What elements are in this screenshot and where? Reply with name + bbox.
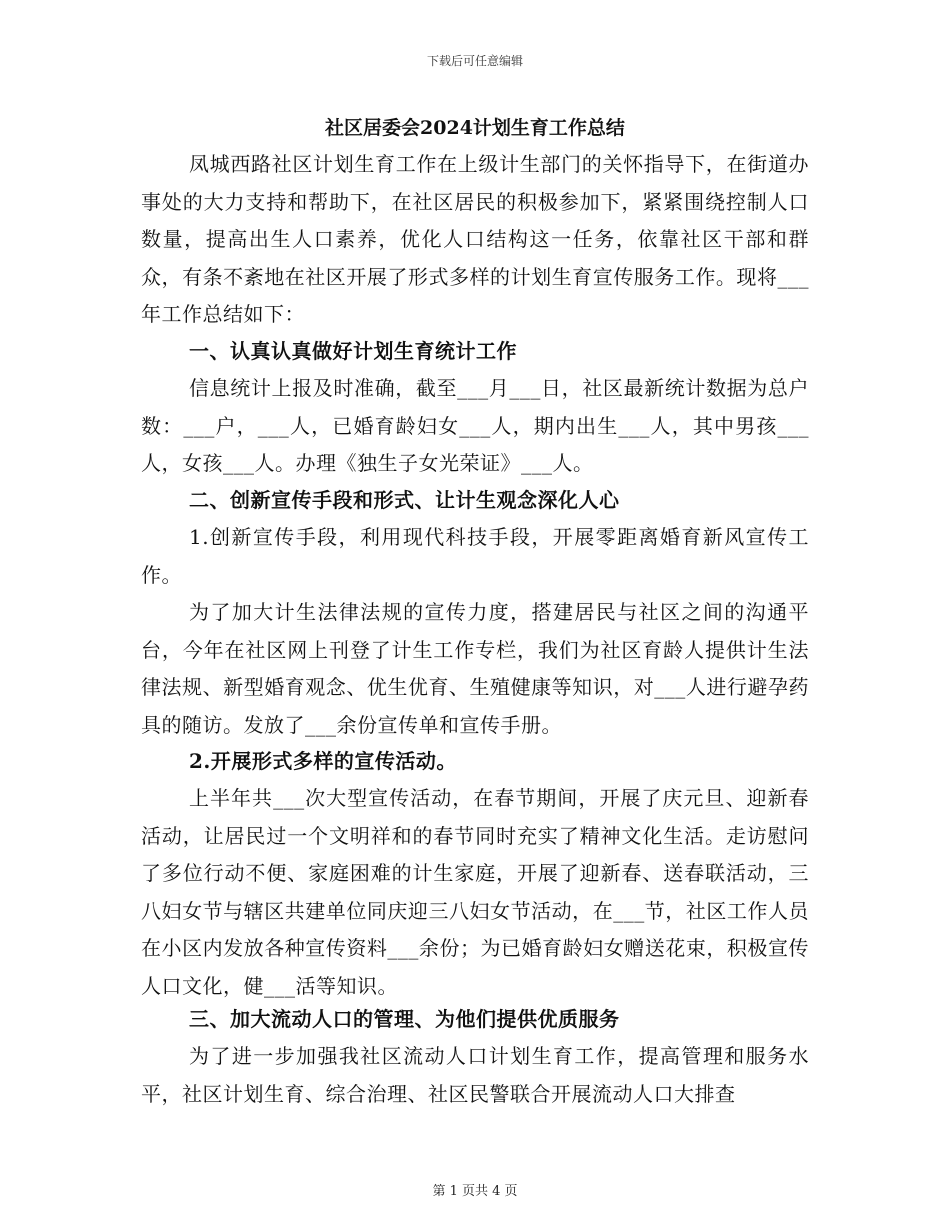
section-1-heading: 一、认真认真做好计划生育统计工作 [189,339,517,363]
section-2-subheading: 2.开展形式多样的宣传活动。 [189,749,457,773]
document-title: 社区居委会2024计划生育工作总结 [325,117,625,139]
section-1-paragraph: 信息统计上报及时准确，截至___月___日，社区最新统计数据为总户数：___户，___人，已婚育龄妇女___人，期内出生___人，其中男孩___人，女孩___人。办理《独生子女光荣证》___人。 [141,376,809,475]
section-2-paragraph: 为了加大计生法律法规的宣传力度，搭建居民与社区之间的沟通平台，今年在社区网上刊登了计生工作专栏，我们为社区育龄人提供计生法律法规、新型婚育观念、优生优育、生殖健康等知识，对___人进行避孕药具的随访。发放了___余份宣传单和宣传手册。 [141,600,809,737]
section-3-heading: 三、加大流动人口的管理、为他们提供优质服务 [189,1007,620,1031]
section-3-paragraph: 为了进一步加强我社区流动人口计划生育工作，提高管理和服务水平，社区计划生育、综合治理、社区民警联合开展流动人口大排查 [141,1044,809,1106]
page-footer: 第 1 页共 4 页 [432,1184,518,1199]
intro-paragraph: 凤城西路社区计划生育工作在上级计生部门的关怀指导下，在街道办事处的大力支持和帮助下，在社区居民的积极参加下，紧紧围绕控制人口数量，提高出生人口素养，优化人口结构这一任务，依靠社区干部和群众，有条不紊地在社区开展了形式多样的计划生育宣传服务工作。现将___年工作总结如下： [141,152,809,326]
section-2-item-1: 1.创新宣传手段，利用现代科技手段，开展零距离婚育新风宣传工作。 [141,525,809,587]
section-2-activities-paragraph: 上半年共___次大型宣传活动，在春节期间，开展了庆元旦、迎新春活动，让居民过一个文明祥和的春节同时充实了精神文化生活。走访慰问了多位行动不便、家庭困难的计生家庭，开展了迎新春、送春联活动，三八妇女节与辖区共建单位同庆迎三八妇女节活动，在___节，社区工作人员在小区内发放各种宣传资料___余份；为已婚育龄妇女赠送花束，积极宣传人口文化，健___活等知识。 [141,786,809,998]
section-2-heading: 二、创新宣传手段和形式、让计生观念深化人心 [189,488,620,512]
page-header: 下载后可任意编辑 [426,54,523,68]
